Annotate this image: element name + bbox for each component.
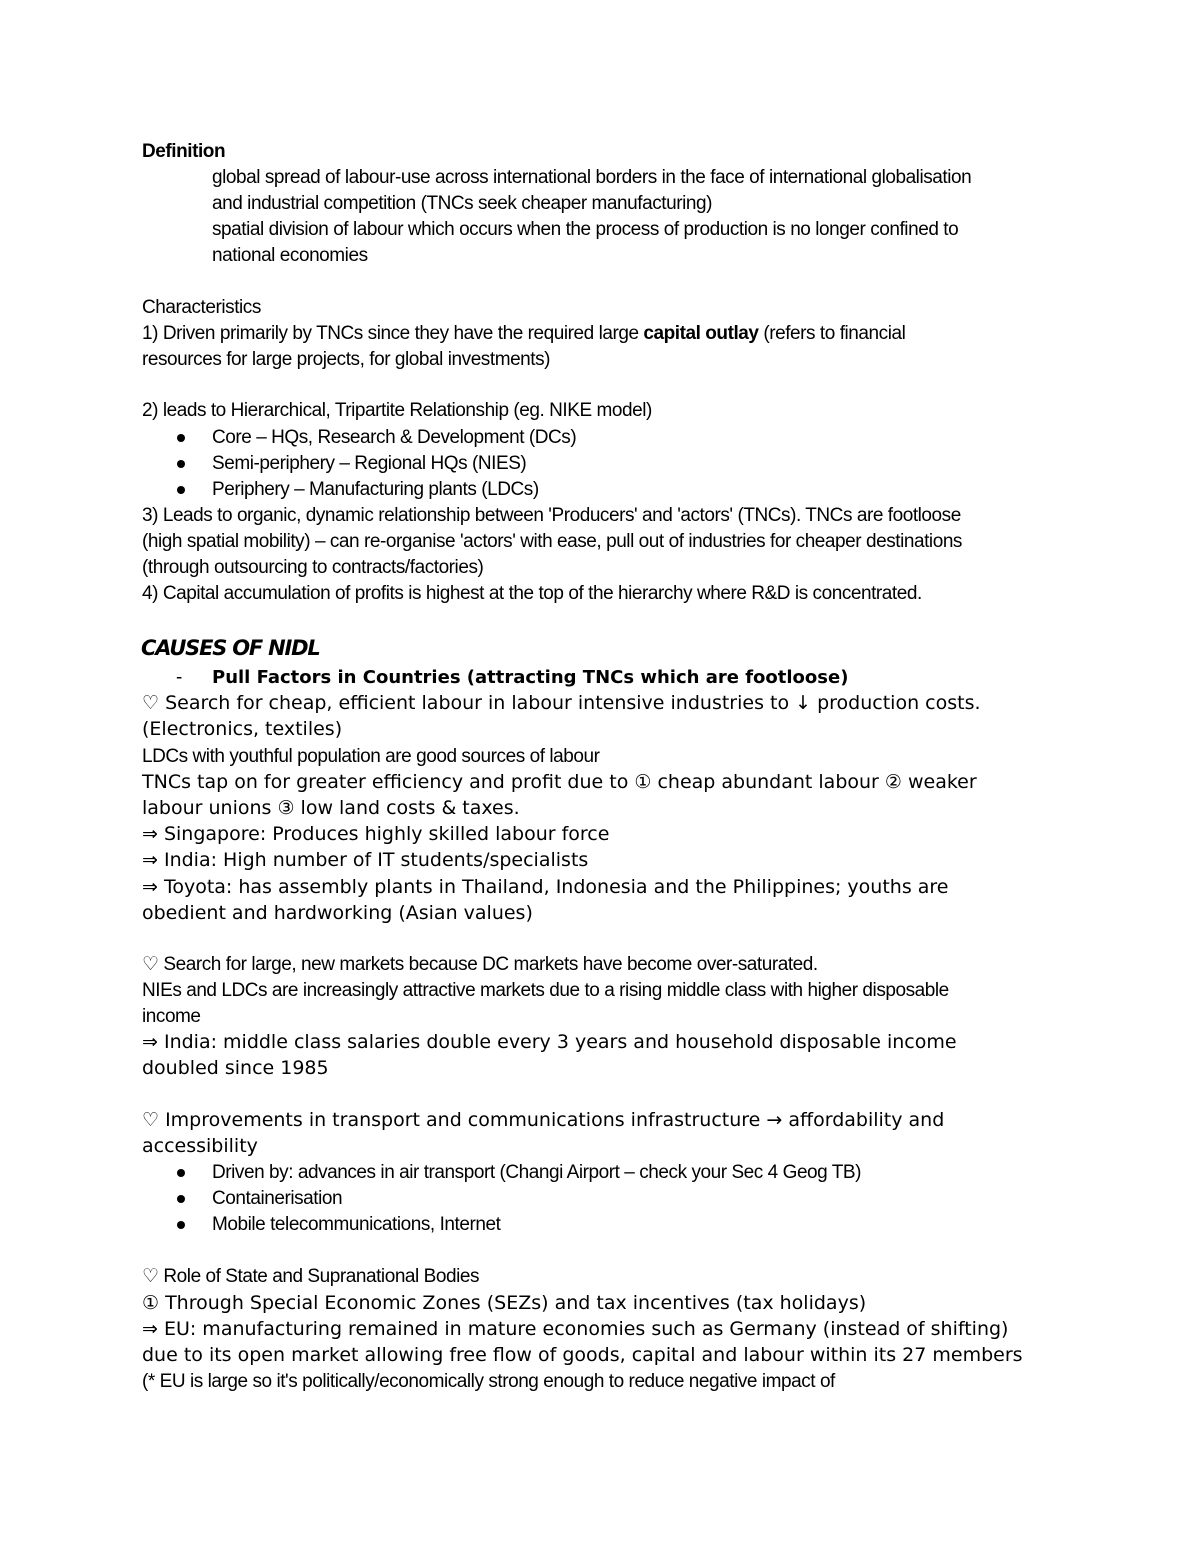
transport-driver: Containerisation [212, 1188, 343, 1209]
markets-example: ⇒ India: middle class salaries double every 3 years and household disposable income [142, 1031, 957, 1053]
tier-item: Core – HQs, Research & Development (DCs) [212, 427, 577, 448]
definition-label: Definition [142, 141, 226, 162]
labour-factor-line: TNCs tap on for greater efficiency and profit due to ① cheap abundant labour ② weaker [142, 771, 977, 793]
characteristic-3-continued: (through outsourcing to contracts/factories) [142, 557, 484, 578]
labour-example: ⇒ India: High number of IT students/specialists [142, 849, 589, 871]
labour-factor-line: (Electronics, textiles) [142, 718, 343, 740]
state-example: ⇒ EU: manufacturing remained in mature economies such as Germany (instead of shifting) [142, 1318, 1009, 1340]
bullet-icon [177, 434, 185, 442]
characteristic-1-text: 1) Driven primarily by TNCs since they have the required large [142, 323, 644, 344]
bullet-icon [177, 1169, 185, 1177]
characteristic-2: 2) leads to Hierarchical, Tripartite Relationship (eg. NIKE model) [142, 400, 652, 421]
markets-factor-line: income [142, 1006, 201, 1027]
characteristic-1-text: (refers to financial [758, 323, 906, 344]
labour-example: obedient and hardworking (Asian values) [142, 902, 533, 924]
state-note: (* EU is large so it's politically/economically strong enough to reduce negative impact of [142, 1371, 835, 1392]
characteristics-heading: Characteristics [142, 297, 261, 318]
markets-factor-line: ♡ Search for large, new markets because DC markets have become over-saturated. [142, 954, 818, 975]
state-factor-line: ① Through Special Economic Zones (SEZs) and tax incentives (tax holidays) [142, 1292, 867, 1314]
bullet-icon [177, 486, 185, 494]
bullet-icon [177, 1221, 185, 1229]
bullet-icon [177, 460, 185, 468]
bullet-icon [177, 1195, 185, 1203]
transport-factor-line: accessibility [142, 1135, 258, 1157]
definition-line: global spread of labour-use across international borders in the face of international globalisation [212, 167, 972, 188]
state-example: due to its open market allowing free flow of goods, capital and labour within its 27 members [142, 1344, 1023, 1366]
labour-factor-line: labour unions ③ low land costs & taxes. [142, 797, 520, 819]
capital-outlay-term: capital outlay [643, 323, 759, 344]
markets-factor-line: NIEs and LDCs are increasingly attractive markets due to a rising middle class with higher disposable [142, 980, 949, 1001]
characteristic-3-continued: (high spatial mobility) – can re-organise 'actors' with ease, pull out of industries for cheaper destinations [142, 531, 962, 552]
labour-factor-line: LDCs with youthful population are good sources of labour [142, 746, 600, 767]
tier-item: Semi-periphery – Regional HQs (NIES) [212, 453, 527, 474]
labour-example: ⇒ Singapore: Produces highly skilled labour force [142, 823, 610, 845]
state-factor-line: ♡ Role of State and Supranational Bodies [142, 1266, 480, 1287]
characteristic-1 [142, 321, 905, 347]
labour-example: ⇒ Toyota: has assembly plants in Thailand, Indonesia and the Philippines; youths are [142, 876, 949, 898]
definition-line: spatial division of labour which occurs when the process of production is no longer confined to [212, 219, 959, 240]
transport-factor-line: ♡ Improvements in transport and communications infrastructure → affordability and [142, 1109, 945, 1131]
pull-factors-subheading: Pull Factors in Countries (attracting TNCs which are footloose) [212, 667, 849, 688]
causes-heading: CAUSES OF NIDL [141, 636, 320, 660]
markets-example: doubled since 1985 [142, 1057, 329, 1079]
characteristic-4: 4) Capital accumulation of profits is highest at the top of the hierarchy where R&D is concentrated. [142, 583, 922, 604]
definition-line: national economies [212, 245, 368, 266]
transport-driver: Mobile telecommunications, Internet [212, 1214, 501, 1235]
characteristic-3: 3) Leads to organic, dynamic relationship between 'Producers' and 'actors' (TNCs). TNCs are footloose [142, 505, 961, 526]
tier-item: Periphery – Manufacturing plants (LDCs) [212, 479, 539, 500]
transport-driver: Driven by: advances in air transport (Changi Airport – check your Sec 4 Geog TB) [212, 1162, 862, 1183]
characteristic-1-continued: resources for large projects, for global investments) [142, 349, 551, 370]
labour-factor-line: ♡ Search for cheap, efficient labour in labour intensive industries to ↓ production costs. [142, 692, 981, 714]
dash-marker: - [176, 667, 183, 688]
definition-line: and industrial competition (TNCs seek cheaper manufacturing) [212, 193, 712, 214]
